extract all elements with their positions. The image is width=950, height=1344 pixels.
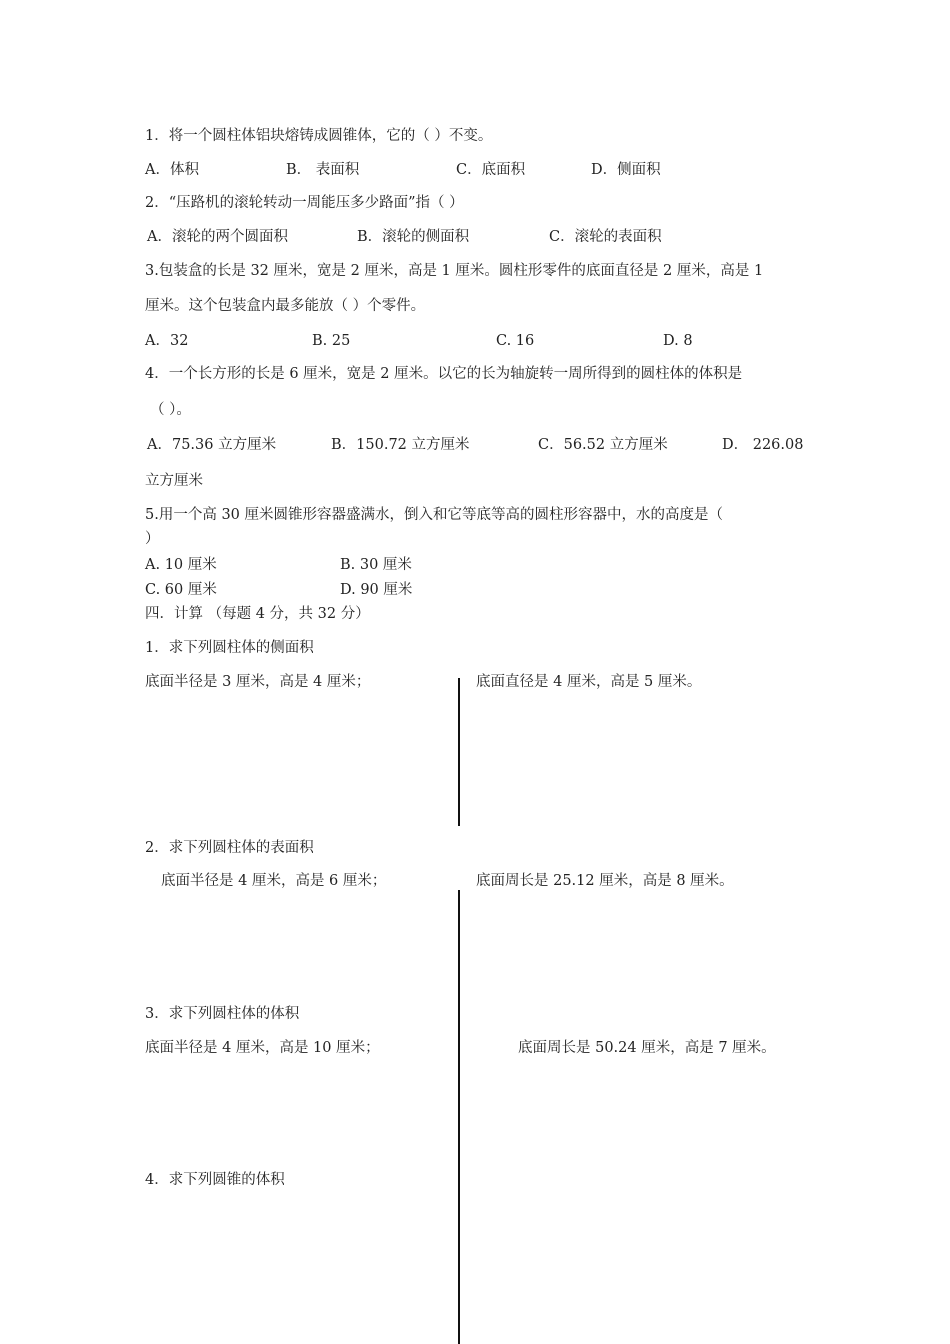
q2-option-a: A．滚轮的两个圆面积 (147, 229, 288, 245)
q2-option-c: C．滚轮的表面积 (549, 229, 662, 245)
column-divider (458, 890, 460, 1344)
problem-3-title: 3．求下列圆柱体的体积 (145, 1006, 300, 1022)
q4-line1: 4．一个长方形的长是 6 厘米，宽是 2 厘米。以它的长为轴旋转一周所得到的圆柱体的体积是 (145, 366, 743, 382)
q2-stem: 2．“压路机的滚轮转动一周能压多少路面”指（ ） (145, 195, 464, 211)
q5-option-b: B. 30 厘米 (340, 557, 412, 573)
q1-stem: 1．将一个圆柱体铝块熔铸成圆锥体，它的（ ）不变。 (145, 128, 493, 144)
q5-option-c: C. 60 厘米 (145, 582, 217, 598)
q3-line2: 厘米。这个包装盒内最多能放（ ）个零件。 (145, 298, 426, 314)
problem-3-right: 底面周长是 50.24 厘米，高是 7 厘米。 (518, 1040, 776, 1056)
q4-line2: （ ）。 (150, 402, 191, 418)
column-divider (458, 678, 460, 826)
q4-option-c: C．56.52 立方厘米 (538, 437, 668, 453)
section-title: 四．计算 （每题 4 分，共 32 分） (145, 606, 370, 622)
q1-option-a: A．体积 (145, 162, 199, 178)
problem-3-left: 底面半径是 4 厘米，高是 10 厘米； (145, 1040, 380, 1056)
problem-4-title: 4．求下列圆锥的体积 (145, 1172, 285, 1188)
q1-option-c: C．底面积 (456, 162, 526, 178)
problem-1-right: 底面直径是 4 厘米，高是 5 厘米。 (476, 674, 702, 690)
q4-option-a: A．75.36 立方厘米 (147, 437, 277, 453)
q4-option-d-continued: 立方厘米 (145, 473, 203, 489)
problem-1-title: 1．求下列圆柱体的侧面积 (145, 640, 314, 656)
problem-2-title: 2．求下列圆柱体的表面积 (145, 840, 314, 856)
q3-option-a: A．32 (145, 333, 189, 349)
q5-option-a: A. 10 厘米 (145, 557, 217, 573)
q3-line1: 3.包装盒的长是 32 厘米，宽是 2 厘米，高是 1 厘米。圆柱形零件的底面直径是 2 厘米，高是 1 (145, 263, 764, 279)
q5-line2: ） (145, 531, 160, 547)
problem-1-left: 底面半径是 3 厘米，高是 4 厘米； (145, 674, 371, 690)
q4-option-b: B．150.72 立方厘米 (331, 437, 470, 453)
q2-option-b: B．滚轮的侧面积 (357, 229, 470, 245)
problem-2-right: 底面周长是 25.12 厘米，高是 8 厘米。 (476, 873, 734, 889)
q1-option-d: D．侧面积 (591, 162, 661, 178)
q5-option-d: D. 90 厘米 (340, 582, 413, 598)
q3-option-c: C. 16 (496, 333, 535, 349)
problem-2-left: 底面半径是 4 厘米，高是 6 厘米； (161, 873, 387, 889)
q5-line1: 5.用一个高 30 厘米圆锥形容器盛满水，倒入和它等底等高的圆柱形容器中，水的高度是（ (145, 507, 723, 523)
q4-option-d: D． 226.08 (722, 437, 804, 453)
q3-option-d: D. 8 (663, 333, 693, 349)
q3-option-b: B. 25 (312, 333, 351, 349)
q1-option-b: B． 表面积 (286, 162, 360, 178)
